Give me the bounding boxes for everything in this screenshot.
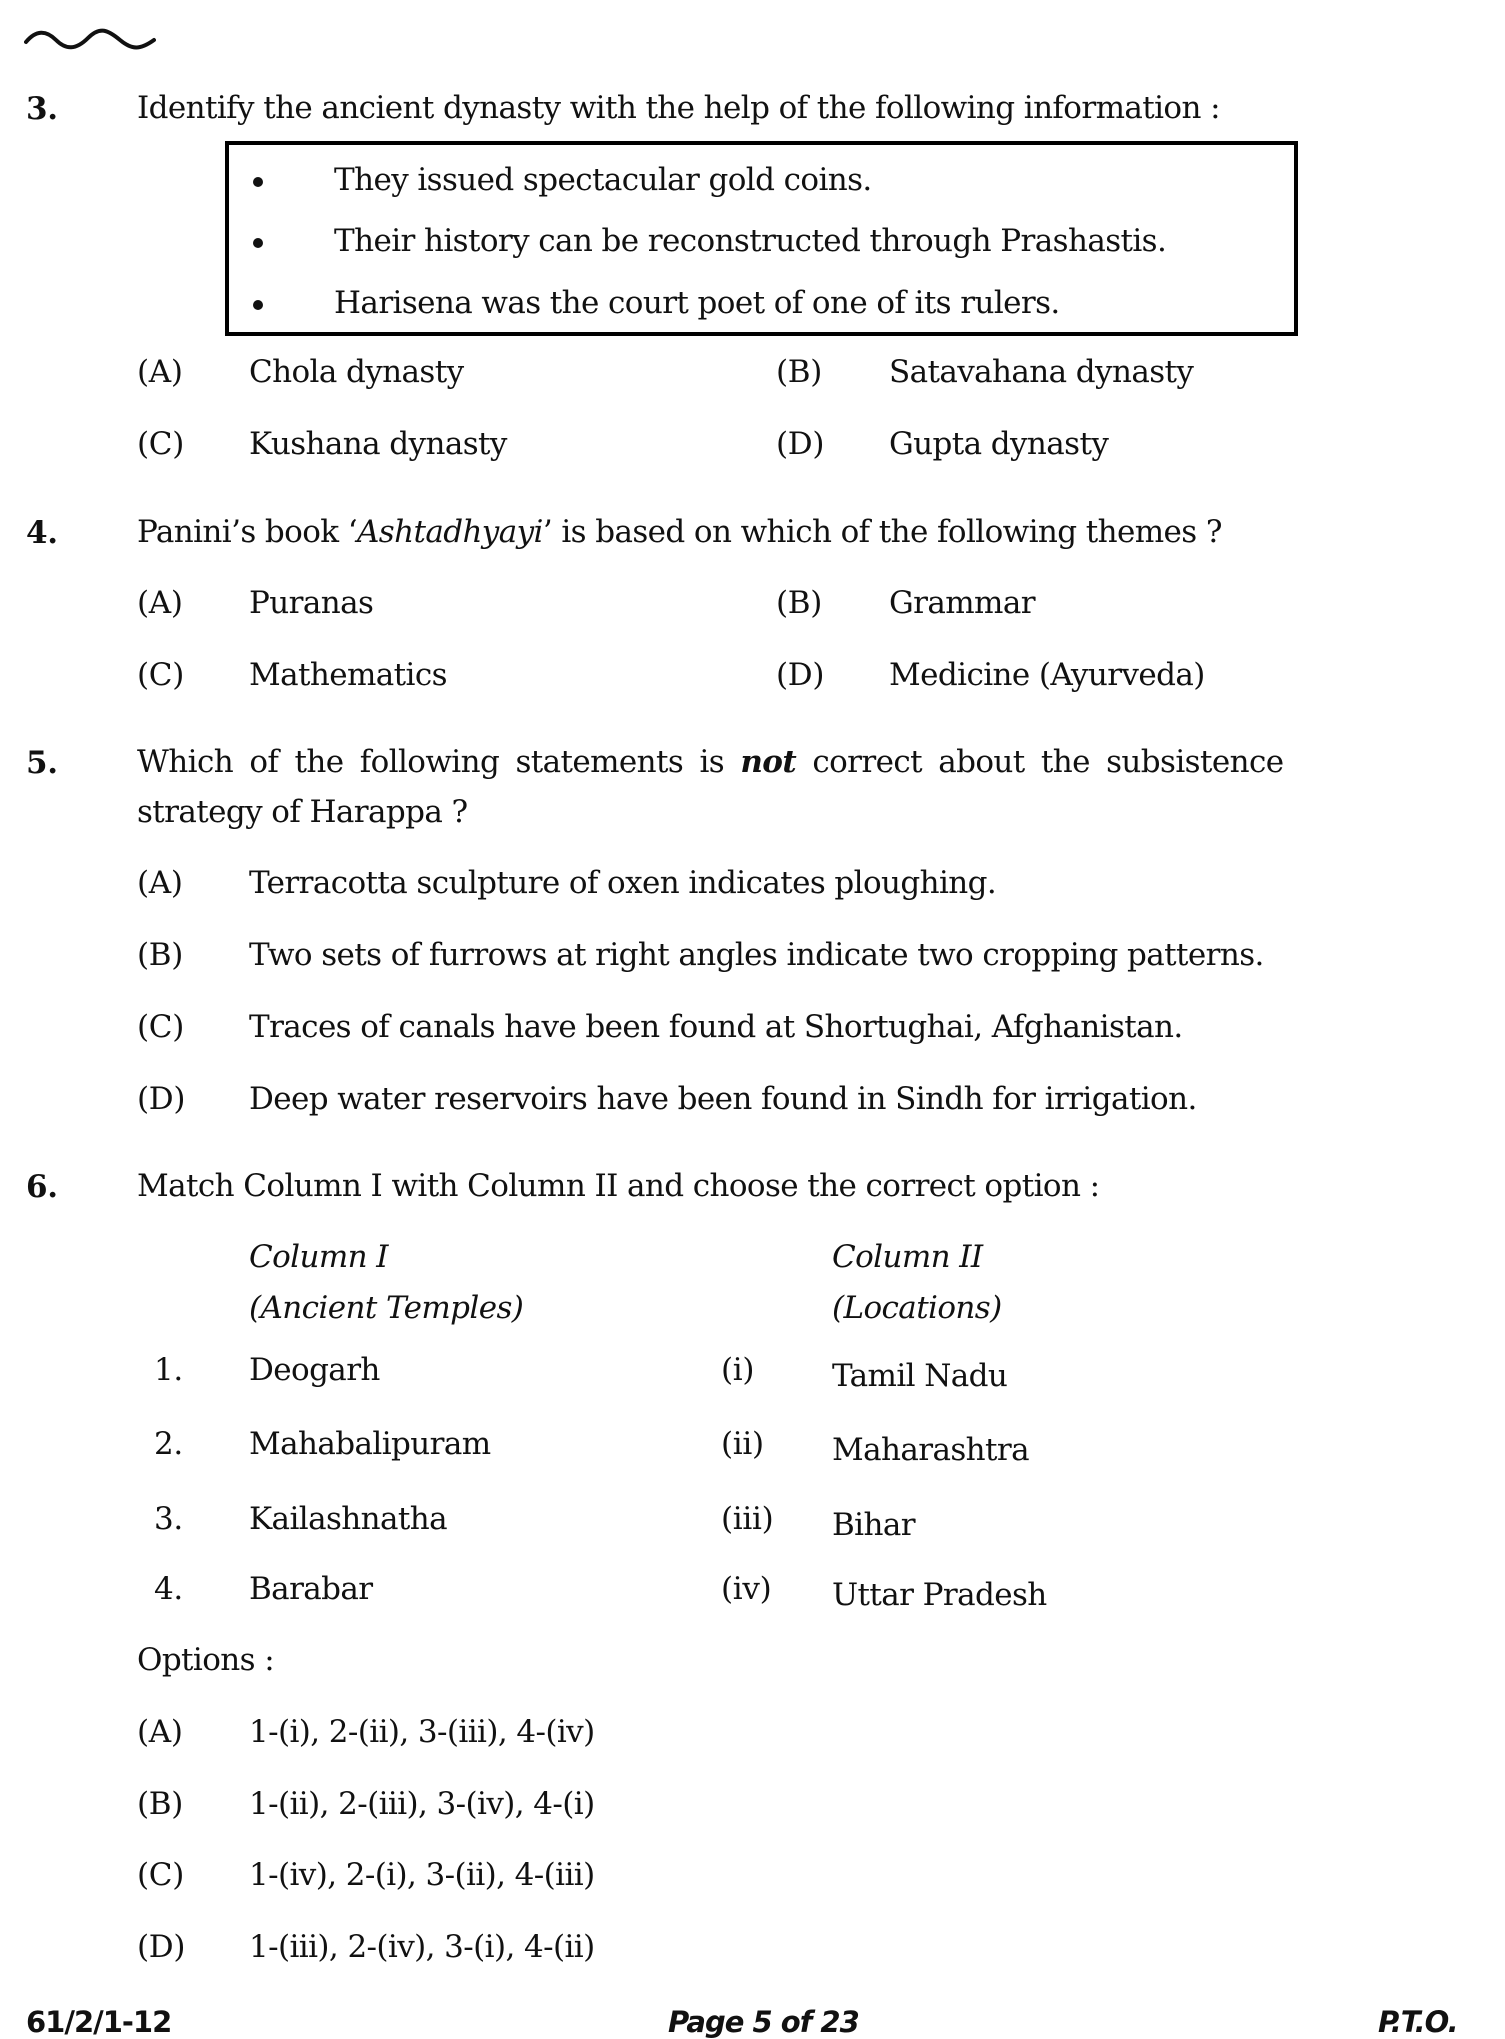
option-text: Mathematics [249, 657, 447, 693]
question-text-part: correct about the subsistence [796, 744, 1284, 780]
option-text: Traces of canals have been found at Shortughai, Afghanistan. [249, 1009, 1183, 1045]
question-number: 4. [26, 515, 58, 551]
info-box [225, 141, 1298, 336]
option-text: Kushana dynasty [249, 426, 507, 462]
temple-name: Kailashnatha [249, 1501, 447, 1537]
roman-numeral: (ii) [721, 1426, 764, 1462]
location-name: Bihar [832, 1507, 915, 1543]
info-item: Harisena was the court poet of one of its rulers. [334, 285, 1060, 321]
question-text-part: Panini’s book ‘ [137, 514, 357, 550]
column-2-subtitle: (Locations) [832, 1290, 1002, 1326]
option-text: 1-(iii), 2-(iv), 3-(i), 4-(ii) [249, 1929, 595, 1965]
option-label: (A) [137, 1714, 183, 1750]
option-label: (D) [776, 657, 825, 693]
info-item: Their history can be reconstructed through Prashastis. [334, 223, 1167, 259]
question-number: 5. [26, 745, 58, 781]
column-1-subtitle: (Ancient Temples) [249, 1290, 524, 1326]
option-label: (A) [137, 865, 183, 901]
option-text: Grammar [889, 585, 1035, 621]
question-text-part: Which of the following statements is [137, 744, 741, 780]
option-label: (D) [137, 1081, 186, 1117]
option-text: Puranas [249, 585, 374, 621]
column-1-title: Column I [249, 1239, 388, 1275]
option-label: (D) [776, 426, 825, 462]
option-label: (D) [137, 1929, 186, 1965]
temple-name: Mahabalipuram [249, 1426, 491, 1462]
row-number: 4. [154, 1571, 183, 1607]
option-label: (C) [137, 1009, 185, 1045]
question-text-line-2: strategy of Harappa ? [137, 794, 468, 830]
option-text: Medicine (Ayurveda) [889, 657, 1205, 693]
location-name: Tamil Nadu [832, 1358, 1008, 1394]
option-label: (C) [137, 657, 185, 693]
options-heading: Options : [137, 1642, 275, 1678]
bullet-icon [253, 300, 263, 310]
bullet-icon [253, 177, 263, 187]
option-label: (B) [137, 937, 184, 973]
wavy-line-icon [24, 28, 156, 50]
location-name: Maharashtra [832, 1432, 1030, 1468]
info-item: They issued spectacular gold coins. [334, 162, 872, 198]
option-text: Deep water reservoirs have been found in Sindh for irrigation. [249, 1081, 1197, 1117]
question-number: 6. [26, 1169, 58, 1205]
temple-name: Deogarh [249, 1352, 380, 1388]
row-number: 3. [154, 1501, 183, 1537]
emphasis-not: not [740, 744, 797, 780]
column-2-title: Column II [832, 1239, 983, 1275]
option-label: (B) [776, 354, 823, 390]
roman-numeral: (i) [721, 1352, 755, 1388]
question-text: Identify the ancient dynasty with the help of the following information : [137, 90, 1220, 126]
paper-code: 61/2/1-12 [26, 2005, 172, 2039]
book-title: Ashtadhyayi [357, 514, 543, 550]
roman-numeral: (iii) [721, 1501, 774, 1537]
page-number: Page 5 of 23 [668, 2005, 859, 2039]
question-text-line-1 [137, 744, 1284, 780]
row-number: 1. [154, 1352, 183, 1388]
option-text: 1-(i), 2-(ii), 3-(iii), 4-(iv) [249, 1714, 595, 1750]
option-text: Gupta dynasty [889, 426, 1109, 462]
option-label: (C) [137, 1857, 185, 1893]
option-label: (A) [137, 354, 183, 390]
option-label: (A) [137, 585, 183, 621]
row-number: 2. [154, 1426, 183, 1462]
question-number: 3. [26, 91, 58, 127]
location-name: Uttar Pradesh [832, 1577, 1047, 1613]
roman-numeral: (iv) [721, 1571, 772, 1607]
option-label: (B) [776, 585, 823, 621]
bullet-icon [253, 238, 263, 248]
question-text [137, 514, 1222, 550]
option-text: Two sets of furrows at right angles indicate two cropping patterns. [249, 937, 1264, 973]
please-turn-over: P.T.O. [1378, 2005, 1458, 2039]
option-text: Satavahana dynasty [889, 354, 1194, 390]
option-text: 1-(ii), 2-(iii), 3-(iv), 4-(i) [249, 1786, 595, 1822]
option-text: Chola dynasty [249, 354, 464, 390]
option-text: Terracotta sculpture of oxen indicates ploughing. [249, 865, 997, 901]
option-label: (C) [137, 426, 185, 462]
option-text: 1-(iv), 2-(i), 3-(ii), 4-(iii) [249, 1857, 595, 1893]
question-text: Match Column I with Column II and choose the correct option : [137, 1168, 1100, 1204]
temple-name: Barabar [249, 1571, 373, 1607]
option-label: (B) [137, 1786, 184, 1822]
question-text-part: ’ is based on which of the following themes ? [542, 514, 1222, 550]
